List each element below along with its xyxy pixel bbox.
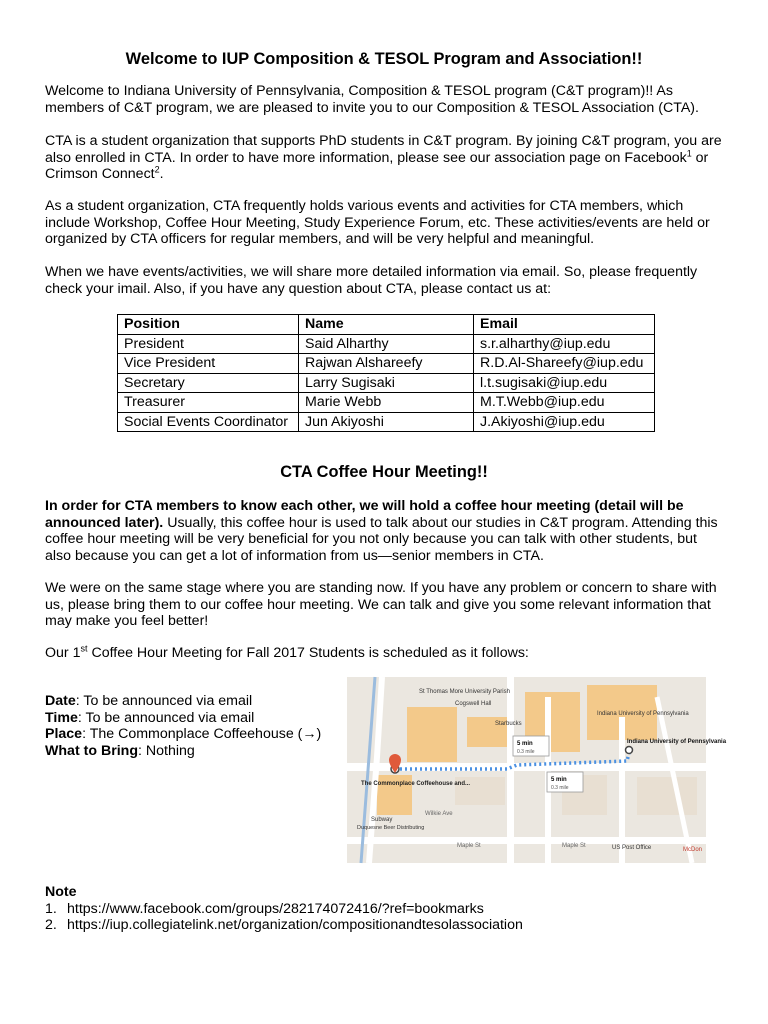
table-cell: Marie Webb (299, 393, 474, 413)
table-cell: s.r.alharthy@iup.edu (474, 334, 655, 354)
map-label-duquesne: Duquesne Beer Distributing (357, 825, 425, 831)
note-list (45, 901, 723, 934)
table-cell: Vice President (118, 354, 299, 374)
footnote-ref-1: 1 (686, 147, 692, 158)
footnote-link-facebook[interactable]: https://www.facebook.com/groups/282174072416/?ref=bookmarks (67, 900, 484, 917)
table-cell: M.T.Webb@iup.edu (474, 393, 655, 413)
intro-paragraph-4: When we have events/activities, we will share more detailed information via email. So, please frequently check your imail. Also, if you have any question about CTA, please contact us at: (45, 264, 698, 297)
table-row (118, 354, 655, 374)
intro-paragraph-1: Welcome to Indiana University of Pennsylvania, Composition & TESOL program (C&T program)!! As members of C&T program, we are pleased to invite you to our Composition & TESOL Association (CTA). (45, 83, 699, 116)
table-cell: R.D.Al-Shareefy@iup.edu (474, 354, 655, 374)
footnote-link-crimson-connect[interactable]: https://iup.collegiatelink.net/organization/compositionandtesolassociation (67, 917, 523, 934)
table-header-row (118, 315, 655, 335)
location-map[interactable] (347, 677, 727, 863)
map-label-mcdonalds: McDon (683, 847, 703, 853)
footnote-ref-2: 2 (154, 164, 160, 175)
table-row (118, 373, 655, 393)
page-title: Welcome to IUP Composition & TESOL Program and Association!! (125, 50, 643, 68)
coffee-paragraph-2: We were on the same stage where you are standing now. If you have any problem or concern to share with us, please bring them to our coffee hour meeting. We can talk and give you some relevant information that may make you feel better! (45, 580, 717, 630)
table-cell: Social Events Coordinator (118, 412, 299, 432)
map-label-starbucks: Starbucks (495, 721, 522, 727)
map-label-maple-2: Maple St (562, 843, 586, 849)
officers-table (117, 314, 655, 432)
map-building (407, 707, 457, 762)
detail-bring: What to Bring: Nothing (45, 742, 195, 759)
footnotes (45, 884, 723, 934)
note-item: 2. https://iup.collegiatelink.net/organization/compositionandtesolassociation (45, 917, 523, 934)
coffee-paragraph-1: In order for CTA members to know each other, we will hold a coffee hour meeting (detail will be announced later). Usually, this coffee hour is used to talk about our studies in C&T program. Attending this coffee hour meeting will be very beneficial for you not only because you can talk with other students, but also because you can get a lot of information from us—senior members in CTA. (45, 498, 718, 564)
map-label-parish: St Thomas More University Parish (419, 689, 510, 695)
map-road (347, 837, 706, 844)
table-header: Position (118, 315, 299, 335)
map-label-iup-destination: Indiana University of Pennsylvania (627, 739, 727, 745)
intro-paragraph-3: As a student organization, CTA frequently holds various events and activities for CTA members, which include Workshop, Coffee Hour Meeting, Study Experience Forum, etc. These activities/events are held or organized by CTA officers for regular members, and will be very helpful and meaningful. (45, 198, 710, 248)
table-cell: Said Alharthy (299, 334, 474, 354)
note-item: 1. https://www.facebook.com/groups/282174072416/?ref=bookmarks (45, 900, 484, 917)
table-header: Name (299, 315, 474, 335)
map-label-commonplace: The Commonplace Coffeehouse and... (361, 781, 471, 787)
intro-paragraph-2: CTA is a student organization that supports PhD students in C&T program. By joining C&T program, you are also enrolled in CTA. In order to have more information, please see our association page on Facebook$^1$ or Crimson Connect$^2$. (45, 133, 722, 183)
walk-time-1: 5 min (517, 741, 533, 747)
table-cell: Larry Sugisaki (299, 373, 474, 393)
table-row (118, 412, 655, 432)
table-row (118, 393, 655, 413)
map-building (637, 777, 697, 815)
table-cell: Treasurer (118, 393, 299, 413)
destination-marker (626, 747, 633, 754)
map-label-maple-1: Maple St (457, 843, 481, 849)
table-cell: Jun Akiyoshi (299, 412, 474, 432)
table-cell: l.t.sugisaki@iup.edu (474, 373, 655, 393)
coffee-heading: CTA Coffee Hour Meeting!! (280, 463, 488, 481)
walk-distance-1: 0.3 mile (517, 749, 535, 755)
detail-time: Time: To be announced via email (45, 709, 255, 726)
map-road (507, 677, 514, 863)
table-row (118, 334, 655, 354)
note-title: Note (45, 884, 77, 900)
meeting-details (45, 693, 335, 759)
table-header: Email (474, 315, 655, 335)
map-label-post-office: US Post Office (612, 845, 652, 851)
map-graphic (347, 677, 727, 863)
map-label-cogswell: Cogswell Hall (455, 701, 492, 707)
map-label-wilkie: Wilkie Ave (425, 811, 453, 817)
map-label-subway: Subway (371, 817, 393, 823)
walk-distance-2: 0.3 mile (551, 785, 569, 791)
walk-time-2: 5 min (551, 777, 567, 783)
map-road (619, 717, 625, 863)
table-cell: Rajwan Alshareefy (299, 354, 474, 374)
map-label-iup-top: Indiana University of Pennsylvania (597, 711, 689, 717)
detail-place: Place: The Commonplace Coffeehouse (→) (45, 726, 322, 743)
table-cell: Secretary (118, 373, 299, 393)
table-cell: J.Akiyoshi@iup.edu (474, 412, 655, 432)
table-cell: President (118, 334, 299, 354)
detail-date: Date: To be announced via email (45, 693, 253, 709)
coffee-announcement: In order for CTA members to know each other, we will hold a coffee hour meeting (detail will be announced later). (45, 498, 684, 531)
coffee-paragraph-3: Our 1st Coffee Hour Meeting for Fall 2017 Students is scheduled as it follows: (45, 643, 529, 661)
